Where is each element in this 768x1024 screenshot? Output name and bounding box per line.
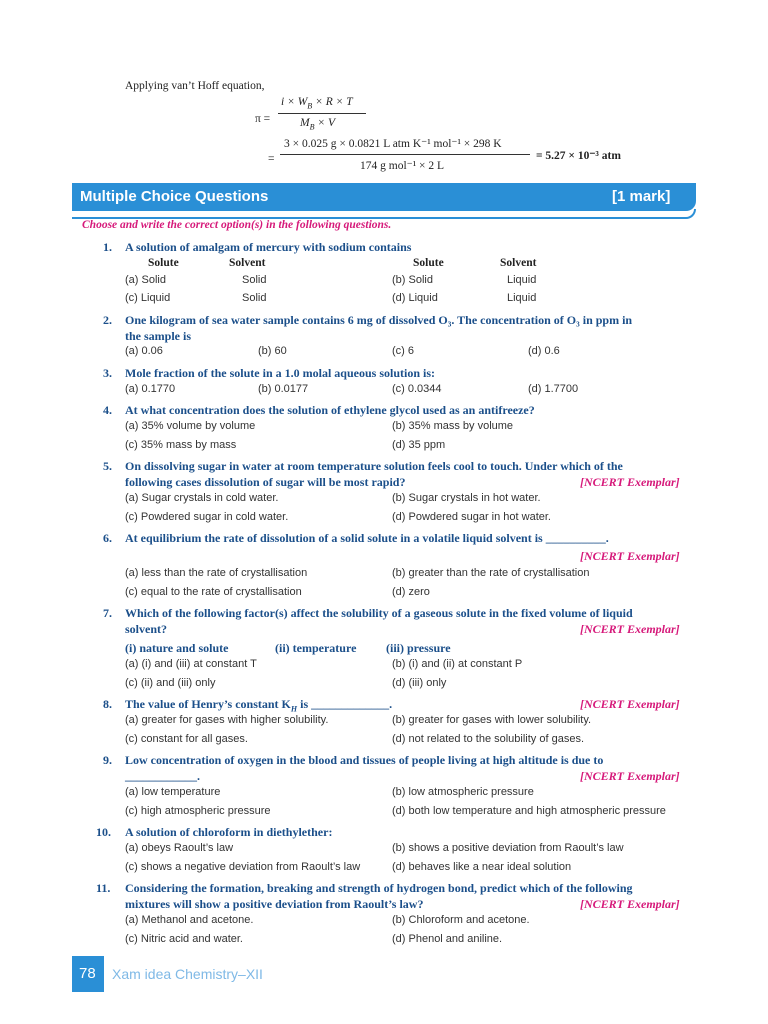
numerator-2: 3 × 0.025 g × 0.0821 L atm K⁻¹ mol⁻¹ × 298 K [284, 138, 502, 150]
eq-sign: = [268, 153, 275, 165]
q11-ncert-tag: [NCERT Exemplar] [580, 897, 680, 911]
q2-number: 2. [103, 313, 112, 327]
q1-option-d-solvent: Liquid [507, 292, 537, 304]
solution-intro: Applying van’t Hoff equation, [125, 80, 265, 92]
q8-option-d[interactable]: (d) not related to the solubility of gases. [392, 733, 584, 745]
q7-text-line2: solvent? [125, 622, 167, 636]
q7-number: 7. [103, 606, 112, 620]
q9-option-b[interactable]: (b) low atmospheric pressure [392, 786, 534, 798]
q10-option-d[interactable]: (d) behaves like a near ideal solution [392, 861, 572, 873]
mcq-banner-border [72, 209, 696, 219]
q8-option-c[interactable]: (c) constant for all gases. [125, 733, 248, 745]
q6-ncert-tag: [NCERT Exemplar] [580, 549, 680, 563]
den1-text: M [300, 117, 310, 129]
q1-number: 1. [103, 240, 112, 254]
num1-sub: B [307, 101, 313, 111]
q8-option-b[interactable]: (b) greater for gases with lower solubility. [392, 714, 592, 726]
q6-option-c[interactable]: (c) equal to the rate of crystallisation [125, 586, 302, 598]
q8-text-sub: H [290, 704, 298, 714]
q7-option-b[interactable]: (b) (i) and (ii) at constant P [392, 658, 523, 670]
den1-rest: × V [317, 117, 336, 129]
q8-number: 8. [103, 697, 112, 711]
q1-option-c-solvent: Solid [242, 292, 267, 304]
q3-option-b[interactable]: (b) 0.0177 [258, 383, 309, 395]
pi-label: π = [255, 113, 271, 125]
q2-option-b[interactable]: (b) 60 [258, 345, 287, 357]
q8-option-a[interactable]: (a) greater for gases with higher solubility. [125, 714, 329, 726]
q4-option-b[interactable]: (b) 35% mass by volume [392, 420, 514, 432]
numerator-1 [281, 96, 353, 110]
q5-number: 5. [103, 459, 112, 473]
q6-number: 6. [103, 531, 112, 545]
q8-text-main: The value of Henry’s constant K [125, 697, 291, 711]
q1-option-a-solvent: Solid [242, 274, 267, 286]
q9-option-c[interactable]: (c) high atmospheric pressure [125, 805, 271, 817]
q4-option-c[interactable]: (c) 35% mass by mass [125, 439, 237, 451]
q3-option-d[interactable]: (d) 1.7700 [528, 383, 579, 395]
q4-text: At what concentration does the solution of ethylene glycol used as an antifreeze? [125, 403, 535, 417]
q1-option-c[interactable]: (c) Liquid [125, 292, 171, 304]
q2-option-c[interactable]: (c) 6 [392, 345, 414, 357]
q11-option-c[interactable]: (c) Nitric acid and water. [125, 933, 243, 945]
num1-text: i × W [281, 96, 308, 108]
q9-option-a[interactable]: (a) low temperature [125, 786, 221, 798]
result: = 5.27 × 10⁻³ atm [536, 150, 621, 162]
q5-text-line1: On dissolving sugar in water at room temperature solution feels cool to touch. Under which of the [125, 459, 623, 473]
q8-text [125, 697, 392, 713]
q9-ncert-tag: [NCERT Exemplar] [580, 769, 680, 783]
q2-option-a[interactable]: (a) 0.06 [125, 345, 163, 357]
q2-text-line2: the sample is [125, 329, 191, 343]
fraction-bar-1 [278, 113, 366, 114]
page-number: 78 [79, 965, 96, 982]
q1-header-solvent-1: Solvent [229, 257, 266, 269]
q11-option-d[interactable]: (d) Phenol and aniline. [392, 933, 503, 945]
denominator-1 [300, 117, 335, 131]
q7-factor-1: (i) nature and solute [125, 641, 229, 655]
q9-text-line2: ____________. [125, 769, 200, 783]
q2-text-line1: One kilogram of sea water sample contains 6 mg of dissolved O₃. The concentration of O₃ in ppm in [125, 313, 633, 327]
q1-header-solute-1: Solute [148, 257, 179, 269]
q3-option-a[interactable]: (a) 0.1770 [125, 383, 176, 395]
denominator-2: 174 g mol⁻¹ × 2 L [360, 160, 445, 172]
q7-option-d[interactable]: (d) (iii) only [392, 677, 447, 689]
q1-option-b[interactable]: (b) Solid [392, 274, 433, 286]
den1-sub: B [309, 122, 315, 132]
q1-option-b-solvent: Liquid [507, 274, 537, 286]
q1-option-a[interactable]: (a) Solid [125, 274, 166, 286]
q10-number: 10. [96, 825, 111, 839]
q9-number: 9. [103, 753, 112, 767]
instruction: Choose and write the correct option(s) in the following questions. [82, 219, 392, 231]
q3-text: Mole fraction of the solute in a 1.0 molal aqueous solution is: [125, 366, 436, 380]
q8-ncert-tag: [NCERT Exemplar] [580, 697, 680, 711]
q5-option-a[interactable]: (a) Sugar crystals in cold water. [125, 492, 279, 504]
q10-text: A solution of chloroform in diethylether: [125, 825, 333, 839]
q5-ncert-tag: [NCERT Exemplar] [580, 475, 680, 489]
q8-text-rest: is _____________. [297, 697, 393, 711]
q4-option-d[interactable]: (d) 35 ppm [392, 439, 446, 451]
q2-option-d[interactable]: (d) 0.6 [528, 345, 560, 357]
q10-option-b[interactable]: (b) shows a positive deviation from Raoult’s law [392, 842, 624, 854]
q11-text-line1: Considering the formation, breaking and strength of hydrogen bond, predict which of the following [125, 881, 633, 895]
q3-option-c[interactable]: (c) 0.0344 [392, 383, 442, 395]
q3-number: 3. [103, 366, 112, 380]
q5-option-d[interactable]: (d) Powdered sugar in hot water. [392, 511, 551, 523]
book-title: Xam idea Chemistry–XII [112, 966, 263, 982]
q1-option-d[interactable]: (d) Liquid [392, 292, 438, 304]
q6-text: At equilibrium the rate of dissolution of a solid solute in a volatile liquid solvent is __________. [125, 531, 609, 545]
banner-title: Multiple Choice Questions [80, 188, 269, 205]
q10-option-a[interactable]: (a) obeys Raoult’s law [125, 842, 234, 854]
q4-number: 4. [103, 403, 112, 417]
q7-text-line1: Which of the following factor(s) affect the solubility of a gaseous solute in the fixed volume of liquid [125, 606, 633, 620]
q7-factor-3: (iii) pressure [386, 641, 451, 655]
q11-number: 11. [96, 881, 111, 895]
q10-option-c[interactable]: (c) shows a negative deviation from Raoult’s law [125, 861, 361, 873]
banner-marks: [1 mark] [612, 188, 671, 205]
q6-option-a[interactable]: (a) less than the rate of crystallisation [125, 567, 308, 579]
q7-ncert-tag: [NCERT Exemplar] [580, 622, 680, 636]
q9-option-d[interactable]: (d) both low temperature and high atmospheric pressure [392, 805, 666, 817]
q7-option-a[interactable]: (a) (i) and (iii) at constant T [125, 658, 257, 670]
q5-option-c[interactable]: (c) Powdered sugar in cold water. [125, 511, 289, 523]
q7-option-c[interactable]: (c) (ii) and (iii) only [125, 677, 216, 689]
q5-option-b[interactable]: (b) Sugar crystals in hot water. [392, 492, 541, 504]
q1-header-solute-2: Solute [413, 257, 444, 269]
q4-option-a[interactable]: (a) 35% volume by volume [125, 420, 256, 432]
q1-text: A solution of amalgam of mercury with sodium contains [125, 240, 412, 254]
q7-factor-2: (ii) temperature [275, 641, 357, 655]
num1-rest: × R × T [315, 96, 353, 108]
q1-header-solvent-2: Solvent [500, 257, 537, 269]
q11-option-a[interactable]: (a) Methanol and acetone. [125, 914, 254, 926]
fraction-bar-2 [280, 154, 530, 155]
q6-option-d[interactable]: (d) zero [392, 586, 430, 598]
q11-option-b[interactable]: (b) Chloroform and acetone. [392, 914, 530, 926]
q5-text-line2: following cases dissolution of sugar will be most rapid? [125, 475, 406, 489]
q9-text-line1: Low concentration of oxygen in the blood and tissues of people living at high altitude is due to [125, 753, 604, 767]
q11-text-line2: mixtures will show a positive deviation from Raoult’s law? [125, 897, 424, 911]
q6-option-b[interactable]: (b) greater than the rate of crystallisation [392, 567, 590, 579]
